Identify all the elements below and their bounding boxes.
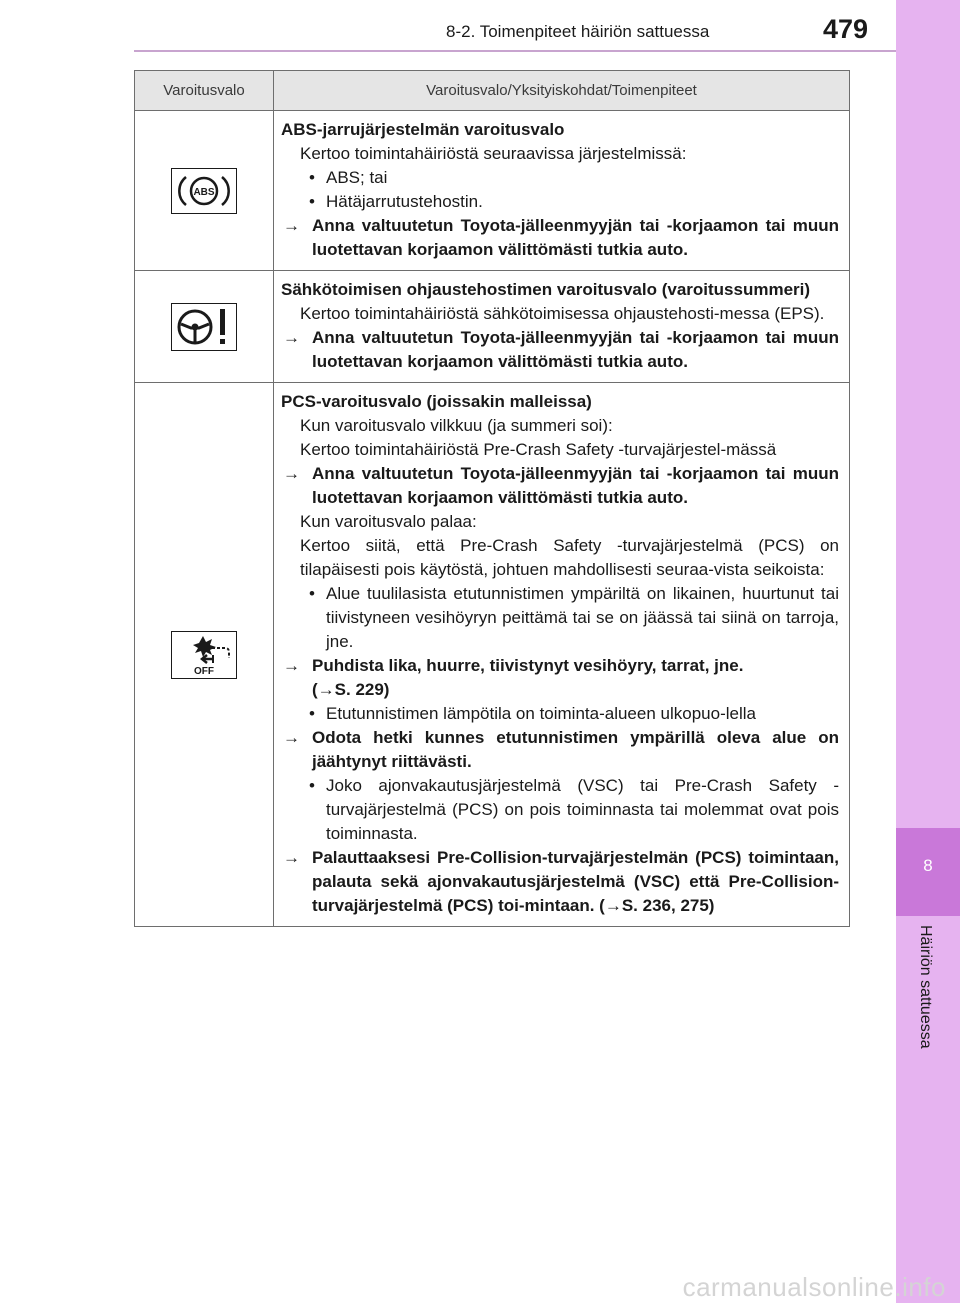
pcs-off-icon (171, 631, 237, 679)
table-row-pcs (135, 383, 849, 926)
column-header-details: Varoitusvalo/Yksityiskohdat/Toimenpiteet (426, 82, 697, 99)
watermark: carmanualsonline.info (682, 1272, 946, 1302)
table-row-abs (135, 111, 849, 271)
page-number: 479 (823, 14, 869, 44)
column-header-light: Varoitusvalo (135, 71, 274, 110)
description: Kertoo toimintahäiriöstä sähkötoimisessa ohjaustehosti-messa (EPS). (300, 304, 825, 323)
description: Kun varoitusvalo vilkkuu (ja summeri soi): (300, 416, 613, 435)
action-instruction: → Anna valtuutetun Toyota-jälleenmyyjän tai -korjaamon tai muun luotettavan korjaamon välittömästi tutkia auto. (281, 326, 839, 374)
header-divider (134, 50, 896, 52)
section-title: 8-2. Toimenpiteet häiriön sattuessa (446, 22, 710, 41)
row-title: Sähkötoimisen ohjaustehostimen varoitusvalo (varoitussummeri) (281, 280, 811, 299)
action-instruction (281, 654, 839, 702)
icon-cell (135, 383, 274, 926)
action-text: Puhdista lika, huurre, tiivistynyt vesihöyry, tarrat, jne. (312, 656, 744, 675)
action-instruction: → Palauttaaksesi Pre-Collision-turvajärjestelmän (PCS) toimintaan, palauta sekä ajonvakautusjärjestelmä (VSC) että Pre-Collision-turvajärjestelmä (PCS) toi-mintaan. (→S. 236, 275) (281, 846, 839, 918)
page-reference-link[interactable]: (→S. 229) (312, 680, 390, 699)
details-cell (274, 111, 849, 270)
description: Kertoo siitä, että Pre-Crash Safety -turvajärjestelmä (PCS) on tilapäisesti pois käytöstä, johtuen mahdollisesti seuraa-vista seikoista: (300, 536, 839, 579)
row-title: ABS-jarrujärjestelmän varoitusvalo (281, 120, 565, 139)
steering-warning-icon (171, 303, 237, 351)
warning-light-table (134, 70, 850, 927)
list-item: • ABS; tai (281, 166, 839, 190)
table-row-eps (135, 271, 849, 383)
details-cell (274, 271, 849, 382)
chapter-label: Häiriön sattuessa (917, 925, 934, 1049)
chapter-side-tab (896, 0, 960, 1303)
list-item: • Hätäjarrutustehostin. (281, 190, 839, 214)
pcs-off-label: OFF (194, 665, 214, 677)
abs-icon-label: ABS (193, 186, 215, 198)
details-cell (274, 383, 849, 926)
icon-cell (135, 111, 274, 270)
row-title: PCS-varoitusvalo (joissakin malleissa) (281, 392, 592, 411)
list-item: • Alue tuulilasista etutunnistimen ympäriltä on likainen, huurtunut tai tiivistyneen vesihöyryn peittämä tai se on jäässä tai siinä on tarroja, jne. (281, 582, 839, 654)
table-header (135, 71, 849, 111)
icon-cell (135, 271, 274, 382)
action-instruction: → Anna valtuutetun Toyota-jälleenmyyjän tai -korjaamon tai muun luotettavan korjaamon välittömästi tutkia auto. (281, 462, 839, 510)
list-item: • Etutunnistimen lämpötila on toiminta-alueen ulkopuo-lella (281, 702, 839, 726)
list-item: • Joko ajonvakautusjärjestelmä (VSC) tai Pre-Crash Safety -turvajärjestelmä (PCS) on pois toiminnasta tai molemmat ovat pois toiminnasta. (281, 774, 839, 846)
description: Kertoo toimintahäiriöstä seuraavissa järjestelmissä: (300, 144, 687, 163)
action-instruction: → Odota hetki kunnes etutunnistimen ympärillä oleva alue on jäähtynyt riittävästi. (281, 726, 839, 774)
action-instruction: → Anna valtuutetun Toyota-jälleenmyyjän tai -korjaamon tai muun luotettavan korjaamon välittömästi tutkia auto. (281, 214, 839, 262)
description: Kun varoitusvalo palaa: (300, 512, 477, 531)
description: Kertoo toimintahäiriöstä Pre-Crash Safety -turvajärjestel-mässä (300, 440, 777, 459)
chapter-number: 8 (923, 856, 933, 875)
abs-warning-icon (171, 168, 237, 214)
